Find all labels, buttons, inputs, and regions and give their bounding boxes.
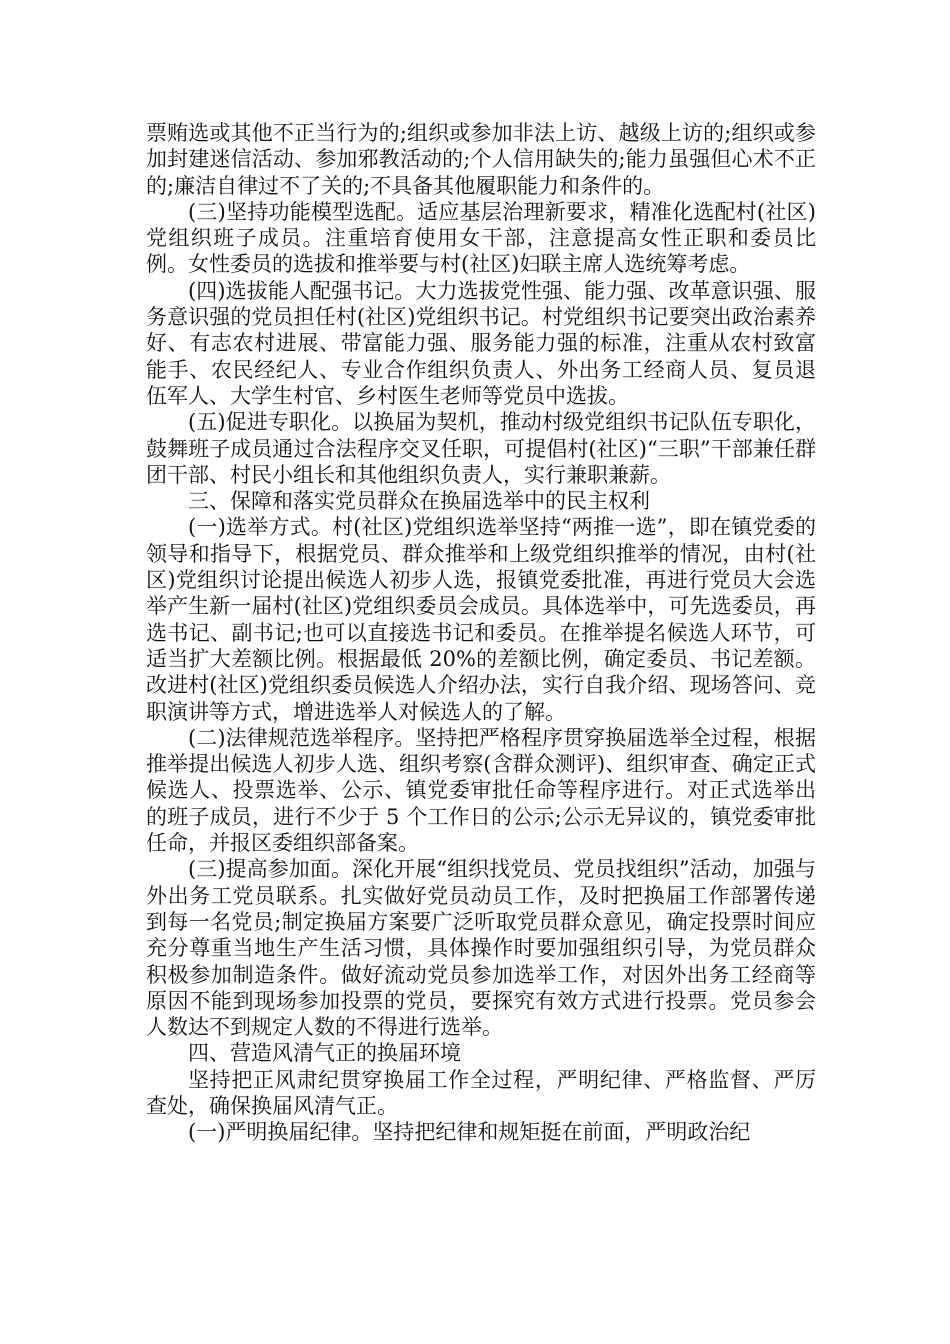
section-heading-3: 三、保障和落实党员群众在换届选举中的民主权利 — [188, 489, 650, 514]
paragraph-2: (三)坚持功能模型选配。适应基层治理新要求，精准化选配村(社区)党组织班子成员。注重培育使用女干部，注意提高女性正职和委员比例。女性委员的选拔和推举要与村(社区)妇联主席人选统筹考虑。 — [146, 199, 816, 277]
paragraph-1: 票贿选或其他不正当行为的;组织或参加非法上访、越级上访的;组织或参加封建迷信活动、参加邪教活动的;个人信用缺失的;能力虽强但心术不正的;廉洁自律过不了关的;不具备其他履职能力和条件的。 — [146, 121, 816, 198]
section-heading-4: 四、营造风清气正的换届环境 — [188, 1041, 461, 1066]
paragraph-8: 坚持把正风肃纪贯穿换届工作全过程，严明纪律、严格监督、严厉查处，确保换届风清气正。 — [146, 1067, 816, 1118]
paragraph-9: (一)严明换届纪律。坚持把纪律和规矩挺在前面，严明政治纪 — [188, 1120, 751, 1145]
paragraph-4: (五)促进专职化。以换届为契机，推动村级党组织书记队伍专职化，鼓舞班子成员通过合法程序交叉任职，可提倡村(社区)“三职”干部兼任群团干部、村民小组长和其他组织负责人，实行兼职兼薪。 — [146, 410, 816, 487]
paragraph-3: (四)选拔能人配强书记。大力选拔党性强、能力强、改革意识强、服务意识强的党员担任村(社区)党组织书记。村党组织书记要突出政治素养好、有志农村进展、带富能力强、服务能力强的标准，注重从农村致富能手、农民经纪人、专业合作组织负责人、外出务工经商人员、复员退伍军人、大学生村官、乡村医生老师等党员中选拔。 — [146, 278, 816, 408]
paragraph-5: (一)选举方式。村(社区)党组织选举坚持“两推一选”，即在镇党委的领导和指导下，根据党员、群众推举和上级党组织推举的情况，由村(社区)党组织讨论提出候选人初步人选，报镇党委批准，再进行党员大会选举产生新一届村(社区)党组织委员会成员。具体选举中，可先选委员，再选书记、副书记;也可以直接选书记和委员。在推举提名候选人环节，可适当扩大差额比例。根据最低 20%的差额比例，确定委员、书记差额。改进村(社区)党组织委员候选人介绍办法，实行自我介绍、现场答问、竞职演讲等方式，增进选举人对候选人的了解。 — [146, 515, 816, 724]
paragraph-6: (二)法律规范选举程序。坚持把严格程序贯穿换届选举全过程，根据推举提出候选人初步人选、组织考察(含群众测评)、组织审查、确定正式候选人、投票选举、公示、镇党委审批任命等程序进行。对正式选举出的班子成员，进行不少于 5 个工作日的公示;公示无异议的，镇党委审批任命，并报区委组织部备案。 — [146, 725, 816, 856]
paragraph-7: (三)提高参加面。深化开展“组织找党员、党员找组织”活动，加强与外出务工党员联系。扎实做好党员动员工作，及时把换届工作部署传递到每一名党员;制定换届方案要广泛听取党员群众意见，确定投票时间应充分尊重当地生产生活习惯，具体操作时要加强组织引导，为党员群众积极参加制造条件。做好流动党员参加选举工作，对因外出务工经商等原因不能到现场参加投票的党员，要探究有效方式进行投票。党员参会人数达不到规定人数的不得进行选举。 — [146, 857, 816, 1040]
document-body — [146, 120, 816, 1146]
